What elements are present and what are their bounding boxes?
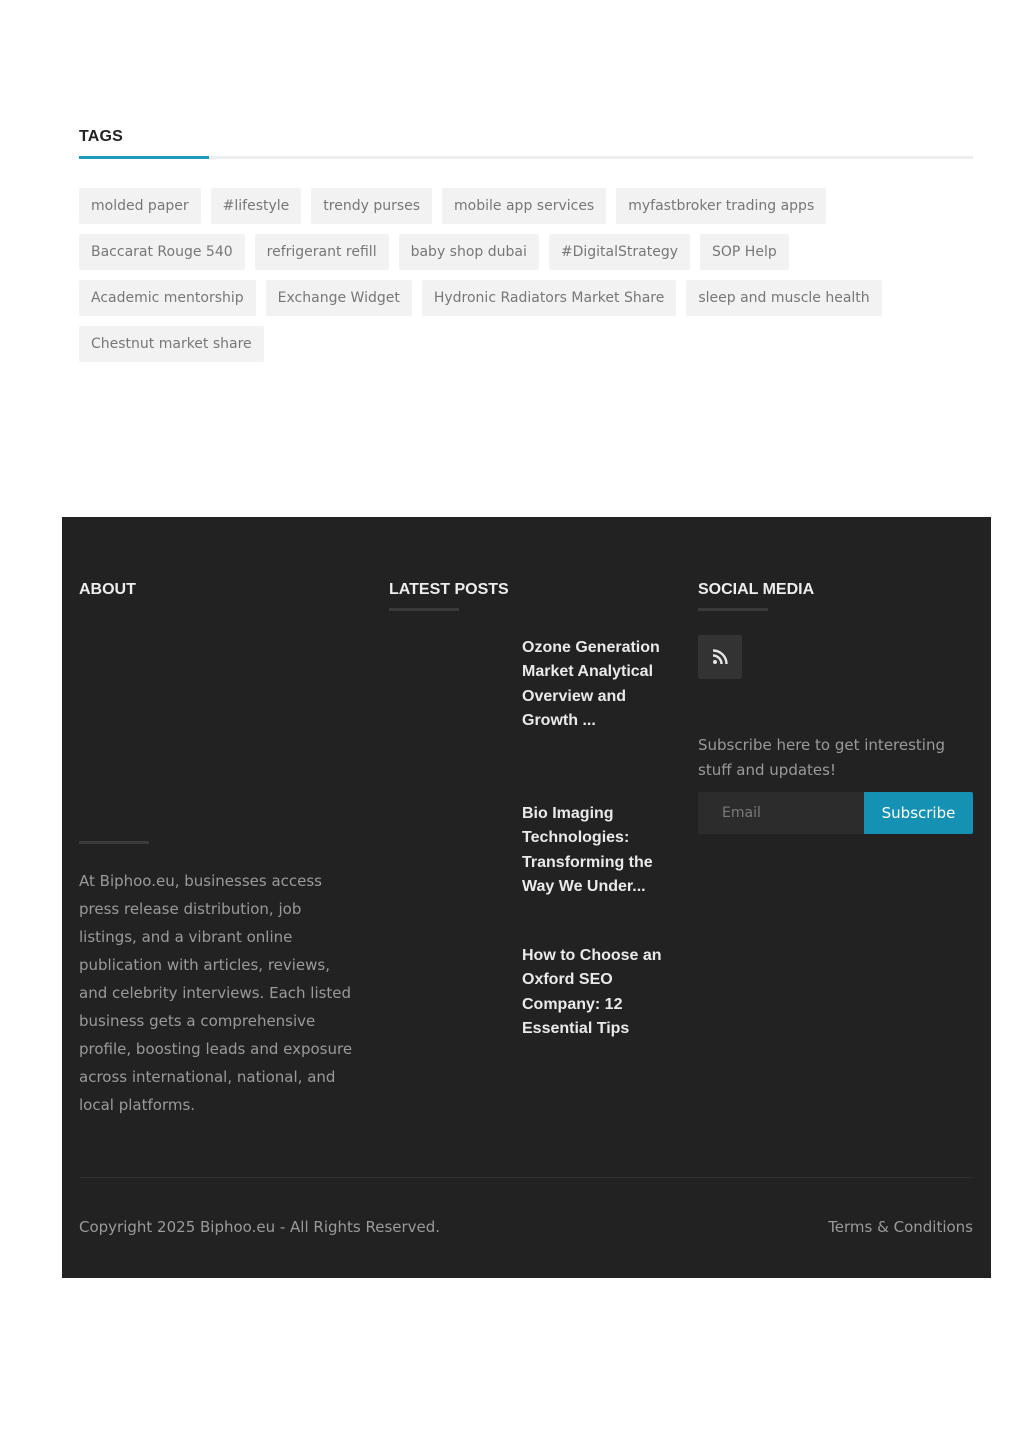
copyright-text: Copyright 2025 Biphoo.eu - All Rights Reserved.: [79, 1218, 441, 1236]
tag-link[interactable]: SOP Help: [700, 234, 789, 270]
tag-link[interactable]: mobile app services: [442, 188, 606, 224]
social-media-heading: SOCIAL MEDIA: [698, 581, 815, 598]
tag-link[interactable]: myfastbroker trading apps: [616, 188, 826, 224]
about-text: At Biphoo.eu, businesses access press release distribution, job listings, and a vibrant online publication with articles, reviews, and celebrity interviews. Each listed business gets a comprehensive profile, boosting leads and exposure across international, national, and local platforms.: [79, 872, 353, 1114]
tag-link[interactable]: Academic mentorship: [79, 280, 256, 316]
latest-post-link[interactable]: How to Choose an Oxford SEO Company: 12 Essential Tips: [522, 947, 662, 1038]
email-input[interactable]: [698, 792, 864, 834]
tag-link[interactable]: baby shop dubai: [399, 234, 539, 270]
tag-link[interactable]: Chestnut market share: [79, 326, 264, 362]
terms-conditions-link[interactable]: Terms & Conditions: [828, 1218, 973, 1236]
tag-link[interactable]: refrigerant refill: [255, 234, 389, 270]
tags-widget: [79, 128, 973, 362]
rss-icon: [712, 649, 728, 665]
tags-heading: [79, 128, 973, 159]
tag-link[interactable]: molded paper: [79, 188, 201, 224]
tag-link[interactable]: Baccarat Rouge 540: [79, 234, 245, 270]
latest-post-link[interactable]: Ozone Generation Market Analytical Overview and Growth ...: [522, 639, 660, 730]
tag-link[interactable]: Hydronic Radiators Market Share: [422, 280, 677, 316]
about-heading: ABOUT: [79, 581, 136, 598]
tag-link[interactable]: trendy purses: [311, 188, 432, 224]
latest-post-link[interactable]: Bio Imaging Technologies: Transforming the Way We Under...: [522, 805, 653, 896]
tag-cloud: [79, 188, 973, 362]
tags-heading-accent: [79, 156, 209, 159]
tags-heading-text: TAGS: [79, 128, 124, 145]
social-media-heading-underline: [698, 608, 768, 611]
subscribe-button[interactable]: Subscribe: [864, 792, 973, 834]
footer-divider: [79, 1177, 973, 1178]
site-footer: [62, 517, 991, 1278]
about-heading-underline: [79, 841, 149, 844]
rss-button[interactable]: [698, 635, 742, 679]
tag-link[interactable]: #lifestyle: [211, 188, 302, 224]
latest-posts-heading: LATEST POSTS: [389, 581, 509, 598]
tag-link[interactable]: Exchange Widget: [266, 280, 412, 316]
latest-posts-heading-underline: [389, 608, 459, 611]
subscribe-text: Subscribe here to get interesting stuff and updates!: [698, 736, 946, 779]
tag-link[interactable]: sleep and muscle health: [686, 280, 881, 316]
tag-link[interactable]: #DigitalStrategy: [549, 234, 690, 270]
